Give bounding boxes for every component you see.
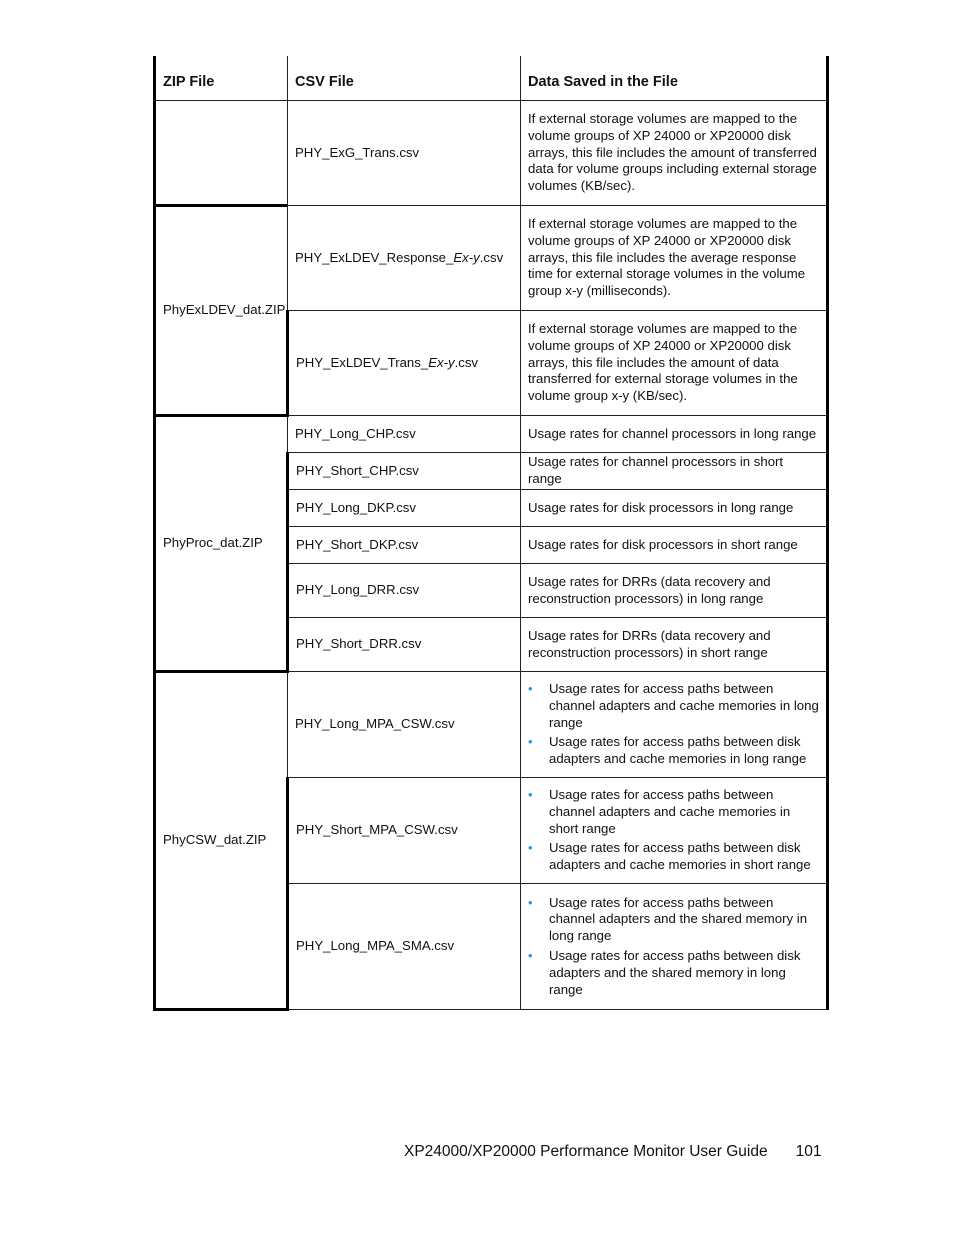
description-cell: Usage rates for channel processors in short range bbox=[521, 453, 828, 490]
description-cell bbox=[521, 883, 828, 1009]
bullet-list bbox=[528, 681, 819, 768]
header-zip-file: ZIP File bbox=[155, 56, 288, 101]
csv-name-part: .csv bbox=[479, 249, 504, 265]
description-cell: Usage rates for disk processors in short range bbox=[521, 527, 828, 564]
csv-cell: PHY_Short_CHP.csv bbox=[288, 453, 521, 490]
description-cell: Usage rates for DRRs (data recovery and reconstruction processors) in long range bbox=[521, 564, 828, 618]
csv-name-variable: Ex-y bbox=[453, 249, 480, 265]
bullet-item bbox=[528, 895, 819, 945]
header-data-saved: Data Saved in the File bbox=[521, 56, 828, 101]
csv-cell: PHY_Short_DRR.csv bbox=[288, 618, 521, 672]
bullet-item bbox=[528, 734, 819, 768]
page-footer bbox=[404, 1143, 821, 1161]
page-number: 101 bbox=[795, 1143, 822, 1160]
bullet-icon: • bbox=[528, 681, 533, 696]
description-cell: If external storage volumes are mapped to the volume groups of XP 24000 or XP20000 disk arrays, this file includes the amount of data transferred for external storage volumes in the volume group x-y (KB/sec). bbox=[521, 311, 828, 416]
table-row bbox=[155, 672, 828, 778]
table-row bbox=[155, 101, 828, 206]
bullet-icon: • bbox=[528, 840, 533, 856]
bullet-list bbox=[528, 787, 819, 874]
description-cell bbox=[521, 672, 828, 778]
csv-cell: PHY_Long_MPA_SMA.csv bbox=[288, 883, 521, 1009]
zip-cell: PhyExLDEV_dat.ZIP bbox=[155, 206, 288, 416]
bullet-text: Usage rates for access paths between channel adapters and the shared memory in long range bbox=[549, 894, 808, 944]
csv-cell bbox=[288, 311, 521, 416]
header-csv-file: CSV File bbox=[288, 56, 521, 101]
csv-name-part: .csv bbox=[454, 354, 479, 370]
csv-cell: PHY_Short_DKP.csv bbox=[288, 527, 521, 564]
csv-cell: PHY_Long_MPA_CSW.csv bbox=[288, 672, 521, 778]
table-header-row bbox=[155, 56, 828, 101]
bullet-text: Usage rates for access paths between disk adapters and cache memories in short range bbox=[549, 840, 811, 873]
bullet-icon: • bbox=[528, 734, 533, 750]
bullet-item bbox=[528, 787, 819, 837]
csv-name-variable: Ex-y bbox=[428, 354, 455, 370]
table-row bbox=[155, 206, 828, 311]
bullet-icon: • bbox=[528, 947, 533, 963]
bullet-item bbox=[528, 840, 819, 874]
csv-file-table bbox=[153, 56, 829, 1011]
bullet-list bbox=[528, 895, 819, 999]
csv-name-part: PHY_ExLDEV_Trans_ bbox=[296, 354, 429, 370]
csv-cell: PHY_Short_MPA_CSW.csv bbox=[288, 777, 521, 883]
description-cell: If external storage volumes are mapped to the volume groups of XP 24000 or XP20000 disk arrays, this file includes the amount of transferred data for volume groups including external storage volumes (KB/sec). bbox=[521, 101, 828, 206]
zip-cell: PhyCSW_dat.ZIP bbox=[155, 672, 288, 1010]
bullet-text: Usage rates for access paths between disk adapters and cache memories in long range bbox=[549, 734, 807, 767]
table-row bbox=[155, 416, 828, 453]
bullet-icon: • bbox=[528, 786, 533, 802]
bullet-text: Usage rates for access paths between channel adapters and cache memories in short range bbox=[549, 786, 791, 836]
csv-cell: PHY_ExG_Trans.csv bbox=[288, 101, 521, 206]
csv-name-part: PHY_ExLDEV_Response_ bbox=[295, 249, 454, 265]
bullet-item bbox=[528, 681, 819, 731]
zip-cell bbox=[155, 101, 288, 206]
csv-cell: PHY_Long_DKP.csv bbox=[288, 490, 521, 527]
bullet-item bbox=[528, 948, 819, 998]
description-cell bbox=[521, 777, 828, 883]
description-cell: Usage rates for channel processors in long range bbox=[521, 416, 828, 453]
csv-cell bbox=[288, 206, 521, 311]
zip-cell: PhyProc_dat.ZIP bbox=[155, 416, 288, 672]
description-cell: Usage rates for DRRs (data recovery and reconstruction processors) in short range bbox=[521, 618, 828, 672]
document-title: XP24000/XP20000 Performance Monitor User Guide bbox=[404, 1143, 768, 1160]
description-cell: If external storage volumes are mapped to the volume groups of XP 24000 or XP20000 disk arrays, this file includes the average response time for external storage volumes in the volume group x-y (milliseconds). bbox=[521, 206, 828, 311]
csv-cell: PHY_Long_CHP.csv bbox=[288, 416, 521, 453]
bullet-text: Usage rates for access paths between disk adapters and the shared memory in long range bbox=[549, 947, 801, 997]
csv-cell: PHY_Long_DRR.csv bbox=[288, 564, 521, 618]
description-cell: Usage rates for disk processors in long range bbox=[521, 490, 828, 527]
bullet-icon: • bbox=[528, 894, 533, 910]
bullet-text: Usage rates for access paths between channel adapters and cache memories in long range bbox=[549, 681, 819, 730]
